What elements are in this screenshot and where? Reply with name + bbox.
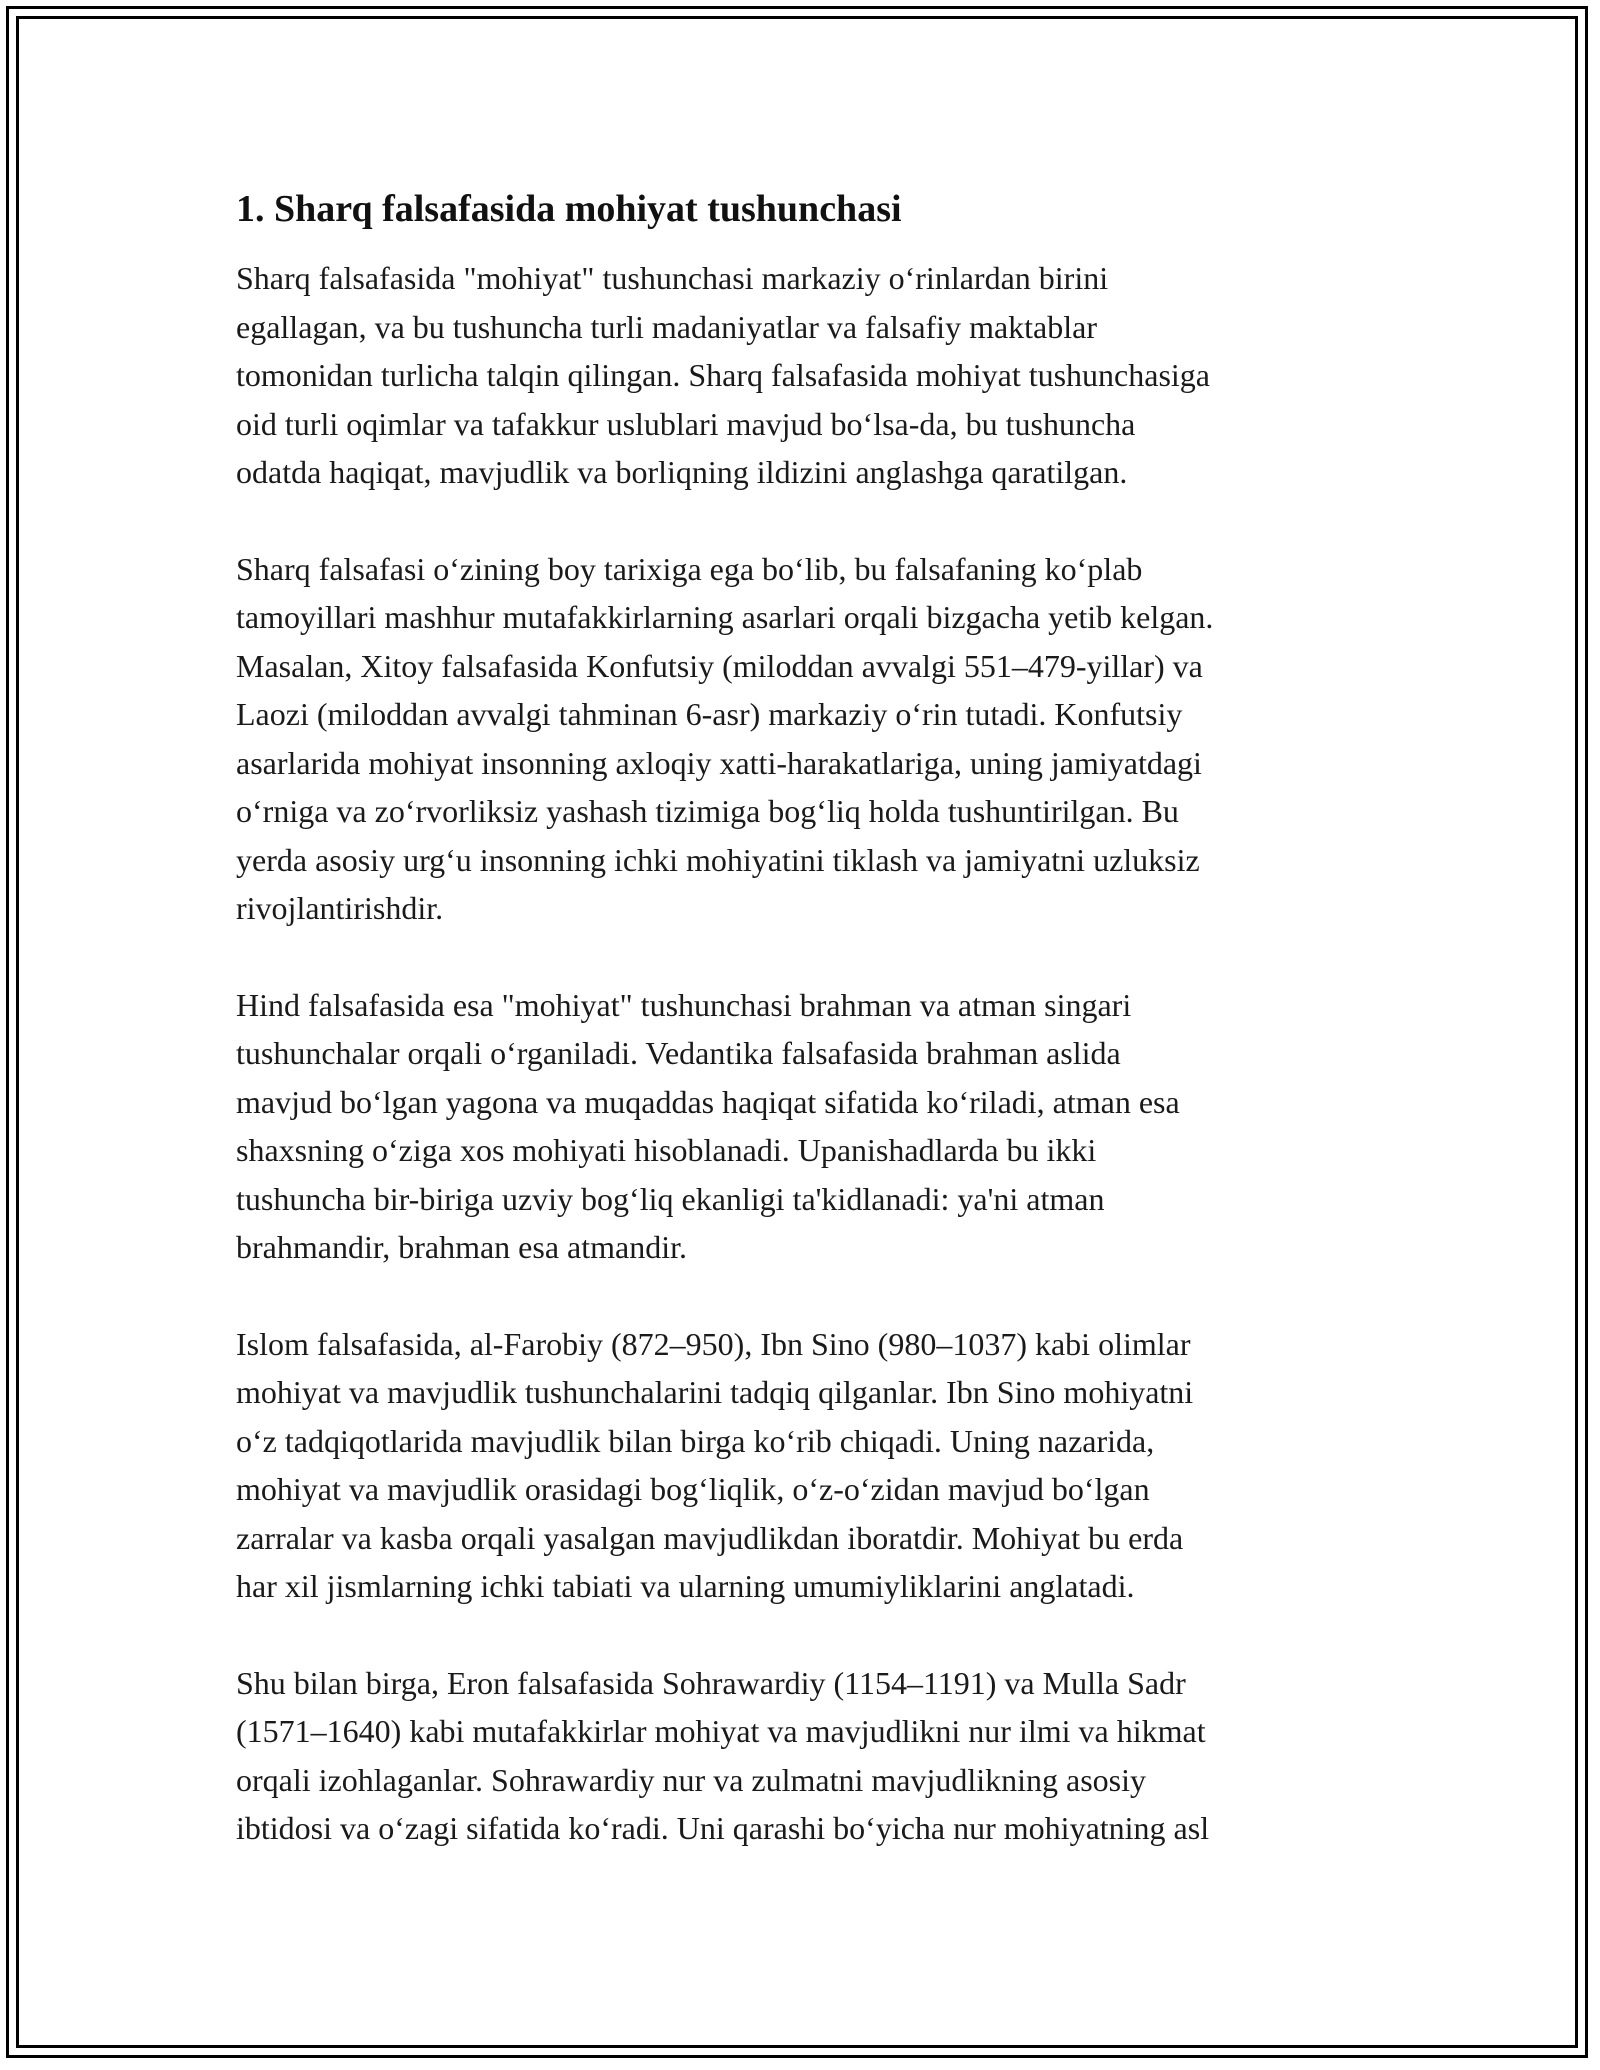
text-line: brahmandir, brahman esa atmandir. xyxy=(236,1229,687,1265)
paragraph-1 xyxy=(236,254,1366,497)
text-line: (1571–1640) kabi mutafakkirlar mohiyat va mavjudlikni nur ilmi va hikmat xyxy=(236,1713,1206,1749)
text-line: oʻz tadqiqotlarida mavjudlik bilan birga koʻrib chiqadi. Uning nazarida, xyxy=(236,1422,1155,1459)
text-line: tomonidan turlicha talqin qilingan. Sharq falsafasida mohiyat tushunchasiga xyxy=(236,357,1210,393)
text-line: tushuncha bir-biriga uzviy bogʻliq ekanligi ta'kidlanadi: ya'ni atman xyxy=(236,1180,1105,1217)
text-line: Masalan, Xitoy falsafasida Konfutsiy (miloddan avvalgi 551–479-yillar) va xyxy=(236,647,1203,684)
text-line: tushunchalar orqali oʻrganiladi. Vedantika falsafasida brahman aslida xyxy=(236,1035,1121,1071)
paragraph-3 xyxy=(236,981,1366,1272)
document-body xyxy=(236,186,1366,1901)
text-line: Shu bilan birga, Eron falsafasida Sohrawardiy (1154–1191) va Mulla Sadr xyxy=(236,1664,1186,1701)
text-line: Sharq falsafasi oʻzining boy tarixiga ega boʻlib, bu falsafaning koʻplab xyxy=(236,550,1143,587)
text-line: tamoyillari mashhur mutafakkirlarning asarlari orqali bizgacha yetib kelgan. xyxy=(236,599,1214,635)
text-line: odatda haqiqat, mavjudlik va borliqning ildizini anglashga qaratilgan. xyxy=(236,454,1128,490)
text-line: asarlarida mohiyat insonning axloqiy xatti-harakatlariga, uning jamiyatdagi xyxy=(236,744,1202,781)
text-line: har xil jismlarning ichki tabiati va ularning umumiyliklarini anglatadi. xyxy=(236,1568,1135,1604)
text-line: orqali izohlaganlar. Sohrawardiy nur va zulmatni mavjudlikning asosiy xyxy=(236,1761,1147,1798)
text-line: egallagan, va bu tushuncha turli madaniyatlar va falsafiy maktablar xyxy=(236,308,1097,345)
text-line: mohiyat va mavjudlik orasidagi bogʻliqlik, oʻz-oʻzidan mavjud boʻlgan xyxy=(236,1471,1150,1507)
paragraph-4 xyxy=(236,1320,1366,1611)
text-line: shaxsning oʻziga xos mohiyati hisoblanadi. Upanishadlarda bu ikki xyxy=(236,1132,1097,1168)
text-line: Islom falsafasida, al-Farobiy (872–950), Ibn Sino (980–1037) kabi olimlar xyxy=(236,1325,1191,1362)
text-line: ibtidosi va oʻzagi sifatida koʻradi. Uni qarashi boʻyicha nur mohiyatning asl xyxy=(236,1810,1210,1846)
text-line: mohiyat va mavjudlik tushunchalarini tadqiq qilganlar. Ibn Sino mohiyatni xyxy=(236,1374,1194,1410)
paragraph-5 xyxy=(236,1659,1366,1853)
paragraph-2 xyxy=(236,545,1366,933)
text-line: zarralar va kasba orqali yasalgan mavjudlikdan iboratdir. Mohiyat bu erda xyxy=(236,1519,1184,1556)
section-heading: 1. Sharq falsafasida mohiyat tushunchasi xyxy=(236,188,902,230)
text-line: oʻrniga va zoʻrvorliksiz yashash tizimiga bogʻliq holda tushuntirilgan. Bu xyxy=(236,793,1179,829)
text-line: Laozi (miloddan avvalgi tahminan 6-asr) markaziy oʻrin tutadi. Konfutsiy xyxy=(236,696,1183,732)
text-line: Hind falsafasida esa "mohiyat" tushunchasi brahman va atman singari xyxy=(236,986,1132,1023)
text-line: yerda asosiy urgʻu insonning ichki mohiyatini tiklash va jamiyatni uzluksiz xyxy=(236,841,1200,878)
text-line: oid turli oqimlar va tafakkur uslublari mavjud boʻlsa-da, bu tushuncha xyxy=(236,405,1136,442)
text-line: rivojlantirishdir. xyxy=(236,890,444,926)
text-line: mavjud boʻlgan yagona va muqaddas haqiqat sifatida koʻriladi, atman esa xyxy=(236,1083,1180,1120)
text-line: Sharq falsafasida "mohiyat" tushunchasi markaziy oʻrinlardan birini xyxy=(236,260,1109,296)
